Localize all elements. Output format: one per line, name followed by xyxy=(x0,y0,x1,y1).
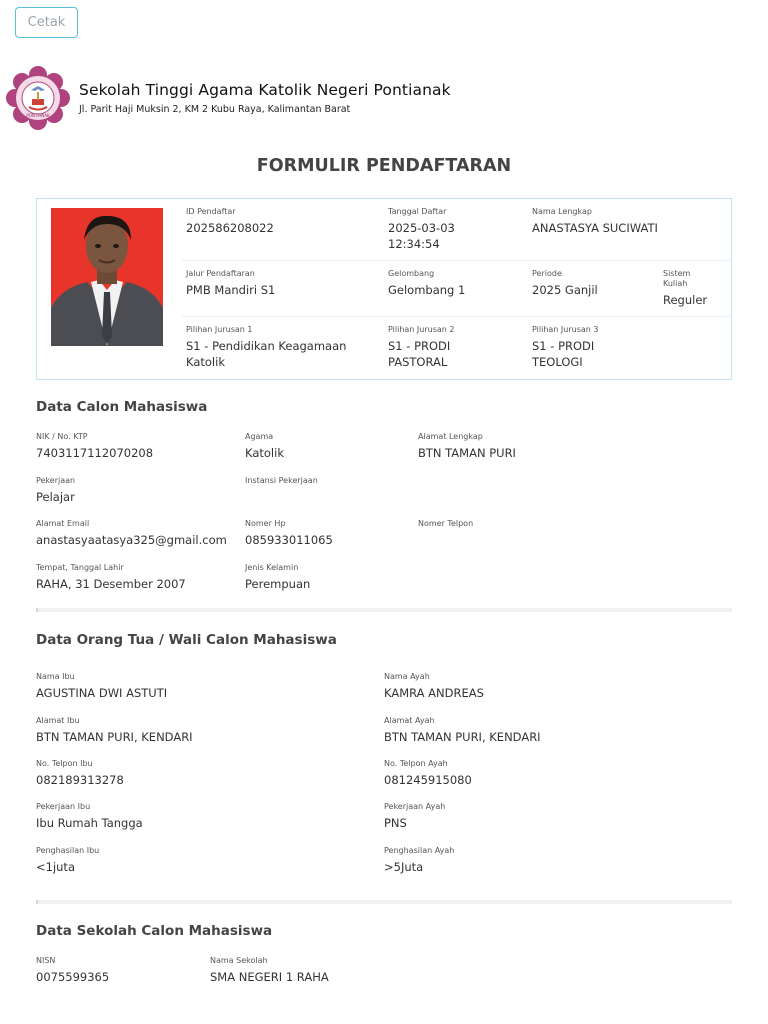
nik-value: 7403117112070208 xyxy=(36,446,154,460)
section-divider xyxy=(36,608,732,612)
wave-label: Gelombang xyxy=(388,269,435,278)
agency-field xyxy=(245,476,318,486)
father-address-label: Alamat Ayah xyxy=(384,716,435,725)
mother-phone-field xyxy=(36,759,124,787)
school-name-label: Nama Sekolah xyxy=(210,956,268,965)
nisn-field xyxy=(36,956,109,984)
mother-address-label: Alamat Ibu xyxy=(36,716,80,725)
school-section-title: Data Sekolah Calon Mahasiswa xyxy=(36,923,273,939)
name-cell xyxy=(532,207,658,236)
path-value: PMB Mandiri S1 xyxy=(186,283,276,297)
mother-name-field xyxy=(36,672,167,700)
father-phone-value: 081245915080 xyxy=(384,773,472,787)
birth-value: RAHA, 31 Desember 2007 xyxy=(36,577,186,591)
mother-phone-label: No. Telpon Ibu xyxy=(36,759,93,768)
registration-summary xyxy=(36,198,732,380)
father-name-value: KAMRA ANDREAS xyxy=(384,686,484,700)
major1-label: Pilihan Jurusan 1 xyxy=(186,325,253,334)
mother-income-value: <1juta xyxy=(36,860,75,874)
father-income-value: >5Juta xyxy=(384,860,424,874)
mother-name-label: Nama Ibu xyxy=(36,672,75,681)
mother-job-field xyxy=(36,802,143,830)
email-field xyxy=(36,519,227,547)
major2-value-2: PASTORAL xyxy=(388,355,448,369)
mother-name-value: AGUSTINA DWI ASTUTI xyxy=(36,686,168,700)
job-value: Pelajar xyxy=(36,490,75,504)
address-field xyxy=(418,432,516,460)
logo-text: PONTIANAK xyxy=(26,113,50,118)
institution-header xyxy=(5,66,451,130)
school-name-value: SMA NEGERI 1 RAHA xyxy=(210,970,329,984)
major1-value: S1 - Pendidikan Keagamaan xyxy=(186,339,347,353)
institution-address: Jl. Parit Haji Muksin 2, KM 2 Kubu Raya, Kalimantan Barat xyxy=(79,104,351,115)
major3-value-2: TEOLOGI xyxy=(532,355,583,369)
hp-value: 085933011065 xyxy=(245,533,333,547)
father-job-field xyxy=(384,802,445,830)
id-label: ID Pendaftar xyxy=(186,207,236,216)
id-value: 202586208022 xyxy=(186,221,274,235)
wave-value: Gelombang 1 xyxy=(388,283,466,297)
major2-cell xyxy=(388,325,454,370)
father-phone-field xyxy=(384,759,472,787)
period-cell xyxy=(532,269,598,298)
applicant-photo xyxy=(51,208,163,346)
date-value: 2025-03-03 xyxy=(388,221,455,235)
job-label: Pekerjaan xyxy=(36,476,76,485)
mother-income-label: Penghasilan Ibu xyxy=(36,846,100,855)
nisn-label: NISN xyxy=(36,956,56,965)
institution-name: Sekolah Tinggi Agama Katolik Negeri Pontianak xyxy=(79,81,451,99)
religion-label: Agama xyxy=(245,432,274,441)
gender-label: Jenis Kelamin xyxy=(245,563,299,572)
father-income-label: Penghasilan Ayah xyxy=(384,846,455,855)
form-title: FORMULIR PENDAFTARAN xyxy=(256,156,512,176)
major2-label: Pilihan Jurusan 2 xyxy=(388,325,455,334)
institution-logo xyxy=(5,66,71,130)
birth-field xyxy=(36,563,186,591)
father-name-label: Nama Ayah xyxy=(384,672,430,681)
father-job-label: Pekerjaan Ayah xyxy=(384,802,446,811)
hp-label: Nomer Hp xyxy=(245,519,286,528)
phone-field xyxy=(418,519,473,529)
address-label: Alamat Lengkap xyxy=(418,432,483,441)
father-phone-label: No. Telpon Ayah xyxy=(384,759,448,768)
name-value: ANASTASYA SUCIWATI xyxy=(532,221,658,235)
major3-label: Pilihan Jurusan 3 xyxy=(532,325,599,334)
wave-cell xyxy=(388,269,465,298)
father-income-field xyxy=(384,846,454,874)
name-label: Nama Lengkap xyxy=(532,207,592,216)
father-address-field xyxy=(384,716,541,744)
system-value: Reguler xyxy=(663,293,708,307)
gender-value: Perempuan xyxy=(245,577,311,591)
section-divider xyxy=(36,900,732,904)
mother-phone-value: 082189313278 xyxy=(36,773,124,787)
period-value: 2025 Ganjil xyxy=(532,283,598,297)
father-job-value: PNS xyxy=(384,816,407,830)
major3-value: S1 - PRODI xyxy=(532,339,595,353)
date-cell xyxy=(388,207,455,252)
email-label: Alamat Email xyxy=(36,519,90,528)
nik-label: NIK / No. KTP xyxy=(36,432,88,441)
nisn-value: 0075599365 xyxy=(36,970,110,984)
religion-field xyxy=(245,432,284,460)
job-field xyxy=(36,476,75,504)
mother-job-label: Pekerjaan Ibu xyxy=(36,802,91,811)
print-button[interactable]: Cetak xyxy=(15,7,78,38)
school-name-field xyxy=(210,956,329,984)
father-name-field xyxy=(384,672,484,700)
mother-job-value: Ibu Rumah Tangga xyxy=(36,816,143,830)
phone-label: Nomer Telpon xyxy=(418,519,474,528)
system-cell xyxy=(663,269,707,308)
period-label: Periode xyxy=(532,269,562,278)
major2-value: S1 - PRODI xyxy=(388,339,451,353)
email-value: anastasyaatasya325@gmail.com xyxy=(36,533,227,547)
path-cell xyxy=(186,269,275,298)
major1-cell xyxy=(186,325,346,370)
nik-field xyxy=(36,432,153,460)
row-divider xyxy=(182,260,730,261)
mother-address-field xyxy=(36,716,193,744)
father-address-value: BTN TAMAN PURI, KENDARI xyxy=(384,730,541,744)
time-value: 12:34:54 xyxy=(388,237,440,251)
id-cell xyxy=(186,207,274,236)
system-label: Sistem xyxy=(663,269,691,278)
birth-label: Tempat, Tanggal Lahir xyxy=(36,563,124,572)
student-section-title: Data Calon Mahasiswa xyxy=(36,399,208,415)
hp-field xyxy=(245,519,333,547)
path-label: Jalur Pendaftaran xyxy=(186,269,255,278)
major3-cell xyxy=(532,325,598,370)
gender-field xyxy=(245,563,310,591)
address-value: BTN TAMAN PURI xyxy=(418,446,516,460)
date-label: Tanggal Daftar xyxy=(388,207,447,216)
parents-section-title: Data Orang Tua / Wali Calon Mahasiswa xyxy=(36,632,337,648)
row-divider xyxy=(182,316,730,317)
agency-label: Instansi Pekerjaan xyxy=(245,476,318,485)
system-label-2: Kuliah xyxy=(663,279,688,288)
mother-address-value: BTN TAMAN PURI, KENDARI xyxy=(36,730,193,744)
religion-value: Katolik xyxy=(245,446,284,460)
mother-income-field xyxy=(36,846,99,874)
major1-value-2: Katolik xyxy=(186,355,225,369)
